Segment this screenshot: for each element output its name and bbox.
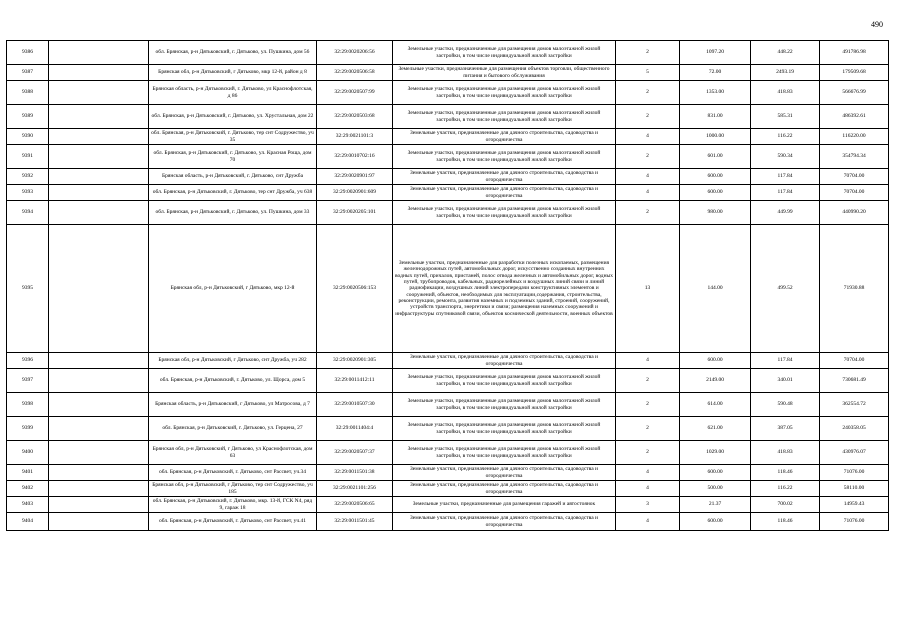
empty-cell	[49, 169, 149, 185]
cadastral-value-cell: 71930.88	[820, 225, 889, 353]
land-use-cell: Земельные участки, предназначенные для размещения гаражей и автостоянок	[393, 497, 616, 513]
table-row	[7, 145, 889, 169]
address-cell: обл. Брянская, р-н Дятьковский, г. Дятьково, снт Рассвет, уч.34	[149, 465, 317, 481]
land-use-cell: Земельные участки, предназначенные для размещения домов малоэтажной жилой застройки, в том числе индивидуальной жилой застройки	[393, 441, 616, 465]
land-use-cell: Земельные участки, предназначенные для дачного строительства, садоводства и огородничества	[393, 129, 616, 145]
group-code-cell: 2	[616, 105, 680, 129]
empty-cell	[49, 513, 149, 531]
land-use-cell: Земельные участки, предназначенные для дачного строительства, садоводства и огородничества	[393, 481, 616, 497]
group-code-cell: 4	[616, 169, 680, 185]
empty-cell	[49, 497, 149, 513]
area-cell: 72.00	[680, 65, 751, 81]
empty-cell	[49, 81, 149, 105]
cadastral-number-cell: 32:29:0020507:99	[317, 81, 393, 105]
address-cell: обл. Брянская, р-н Дятьковский, г. Дятьково, ул. Красная Роща, дом 70	[149, 145, 317, 169]
table-row	[7, 441, 889, 465]
area-cell: 600.00	[680, 465, 751, 481]
land-use-cell: Земельные участки, предназначенные для размещения домов малоэтажной жилой застройки, в том числе индивидуальной жилой застройки	[393, 369, 616, 393]
address-cell: обл. Брянская, р-н Дятьковский, г. Дятьково, ул. Щорса, дом 5	[149, 369, 317, 393]
row-number: 9389	[7, 105, 49, 129]
row-number: 9386	[7, 41, 49, 65]
specific-value-cell: 590.48	[751, 393, 820, 417]
area-cell: 2149.00	[680, 369, 751, 393]
row-number: 9393	[7, 185, 49, 201]
specific-value-cell: 116.22	[751, 129, 820, 145]
area-cell: 601.00	[680, 145, 751, 169]
group-code-cell: 4	[616, 185, 680, 201]
group-code-cell: 2	[616, 417, 680, 441]
cadastral-value-cell: 71076.00	[820, 513, 889, 531]
land-use-cell: Земельные участки, предназначенные для разработки полезных ископаемых, размещения железнодорожных путей, автомобильных дорог, искусственно созданных внутренних водных путей, причалов, пристаней, полос отвода железных и автомобильных дорог, водных путей, трубопроводов, кабельных, радиорелейных и воздушных линий связи и линий радиофикации, воздушных линий электропередачи конструктивных элементов и сооружений, объектов, необходимых для эксплуатации,содержания, строительства, реконструкции, ремонта, развития наземных и подземных зданий, строений, сооружений, устройств транспорта, энергетики и связи; размещения наземных сооружений и инфраструктуры спутниковой связи, объектов космической деятельности, военных объектов	[393, 225, 616, 353]
area-cell: 500.00	[680, 481, 751, 497]
specific-value-cell: 448.22	[751, 41, 820, 65]
table-row	[7, 393, 889, 417]
specific-value-cell: 117.84	[751, 185, 820, 201]
cadastral-value-cell: 70704.00	[820, 169, 889, 185]
empty-cell	[49, 185, 149, 201]
cadastral-value-cell: 362554.72	[820, 393, 889, 417]
group-code-cell: 2	[616, 393, 680, 417]
empty-cell	[49, 441, 149, 465]
area-cell: 621.00	[680, 417, 751, 441]
group-code-cell: 4	[616, 481, 680, 497]
cadastral-value-cell: 730681.49	[820, 369, 889, 393]
group-code-cell: 2	[616, 201, 680, 225]
row-number: 9396	[7, 353, 49, 369]
area-cell: 614.00	[680, 393, 751, 417]
address-cell: Брянская область, р-н Дятьковский, г. Дятьково, ул Краснофлотская, д 86	[149, 81, 317, 105]
address-cell: обл. Брянская, р-н Дятьковский, г. Дятьково, тер снт Дружба, уч 638	[149, 185, 317, 201]
land-use-cell: Земельные участки, предназначенные для дачного строительства, садоводства и огородничества	[393, 185, 616, 201]
empty-cell	[49, 353, 149, 369]
table-row	[7, 497, 889, 513]
cadastral-number-cell: 32:29:0011404:4	[317, 417, 393, 441]
row-number: 9398	[7, 393, 49, 417]
land-use-cell: Земельные участки, предназначенные для размещения домов малоэтажной жилой застройки, в том числе индивидуальной жилой застройки	[393, 417, 616, 441]
specific-value-cell: 700.02	[751, 497, 820, 513]
specific-value-cell: 449.99	[751, 201, 820, 225]
cadastral-number-cell: 32:29:0020901:609	[317, 185, 393, 201]
address-cell: Брянская обл, р-н Дятьковский, г Дятьково, снт Дружба, уч 282	[149, 353, 317, 369]
cadastral-number-cell: 32:29:0020506:58	[317, 65, 393, 81]
table-row	[7, 41, 889, 65]
group-code-cell: 3	[616, 497, 680, 513]
cadastral-value-cell: 70704.00	[820, 353, 889, 369]
row-number: 9395	[7, 225, 49, 353]
group-code-cell: 4	[616, 353, 680, 369]
cadastral-number-cell: 32:29:0011501:38	[317, 465, 393, 481]
cadastral-value-cell: 71076.00	[820, 465, 889, 481]
address-cell: Брянская область, р-н Дятьковский, г. Дятьково, снт Дружба	[149, 169, 317, 185]
address-cell: обл. Брянская, р-н Дятьковский, г. Дятьково, ул. Пушкина, дом 33	[149, 201, 317, 225]
area-cell: 600.00	[680, 169, 751, 185]
row-number: 9402	[7, 481, 49, 497]
specific-value-cell: 117.84	[751, 169, 820, 185]
cadastral-number-cell: 32:29:0011501:45	[317, 513, 393, 531]
address-cell: обл. Брянская, р-н Дятьковский, г. Дятьково, тер снт Содружество, уч 35	[149, 129, 317, 145]
specific-value-cell: 387.05	[751, 417, 820, 441]
area-cell: 831.00	[680, 105, 751, 129]
specific-value-cell: 418.83	[751, 441, 820, 465]
row-number: 9392	[7, 169, 49, 185]
address-cell: обл. Брянская, р-н Дятьковский, г. Дятьково, мкр. 13-й, ГСК N4, ряд 9, гараж 18	[149, 497, 317, 513]
area-cell: 1097.20	[680, 41, 751, 65]
address-cell: Брянская обл, р-н Дятьковский, г Дятьково, мкр 12-й	[149, 225, 317, 353]
empty-cell	[49, 225, 149, 353]
empty-cell	[49, 65, 149, 81]
cadastral-number-cell: 32:29:0020901:305	[317, 353, 393, 369]
cadastral-number-cell: 32:29:0020507:37	[317, 441, 393, 465]
empty-cell	[49, 465, 149, 481]
table-row	[7, 105, 889, 129]
empty-cell	[49, 41, 149, 65]
land-use-cell: Земельные участки, предназначенные для дачного строительства, садоводства и огородничества	[393, 169, 616, 185]
cadastral-value-cell: 58110.00	[820, 481, 889, 497]
table-row	[7, 353, 889, 369]
group-code-cell: 2	[616, 145, 680, 169]
table-row	[7, 81, 889, 105]
area-cell: 600.00	[680, 513, 751, 531]
land-use-cell: Земельные участки, предназначенные для размещения домов малоэтажной жилой застройки, в том числе индивидуальной жилой застройки	[393, 201, 616, 225]
land-use-cell: Земельные участки, предназначенные для размещения объектов торговли, общественного питания и бытового обслуживания	[393, 65, 616, 81]
address-cell: Брянская обл, р-н Дятьковский, г Дятьково, тер снт Содружество, уч 185	[149, 481, 317, 497]
address-cell: обл. Брянская, р-н Дятьковский, г. Дятьково, ул. Герцена, 27	[149, 417, 317, 441]
table-row	[7, 225, 889, 353]
cadastral-value-cell: 354794.34	[820, 145, 889, 169]
row-number: 9403	[7, 497, 49, 513]
land-use-cell: Земельные участки, предназначенные для размещения домов малоэтажной жилой застройки, в том числе индивидуальной жилой застройки	[393, 393, 616, 417]
specific-value-cell: 2493.19	[751, 65, 820, 81]
table-row	[7, 65, 889, 81]
cadastral-number-cell: 32:29:0020506:65	[317, 497, 393, 513]
table-row	[7, 369, 889, 393]
group-code-cell: 4	[616, 129, 680, 145]
cadastral-value-cell: 440990.20	[820, 201, 889, 225]
row-number: 9399	[7, 417, 49, 441]
cadastral-value-cell: 116220.00	[820, 129, 889, 145]
specific-value-cell: 585.31	[751, 105, 820, 129]
cadastral-number-cell: 32:29:0020205:101	[317, 201, 393, 225]
page-number: 490	[871, 20, 883, 29]
group-code-cell: 2	[616, 441, 680, 465]
land-use-cell: Земельные участки, предназначенные для размещения домов малоэтажной жилой застройки, в том числе индивидуальной жилой застройки	[393, 81, 616, 105]
area-cell: 1029.00	[680, 441, 751, 465]
address-cell: обл. Брянская, р-н Дятьковский, г. Дятьково, ул. Хрустальная, дом 22	[149, 105, 317, 129]
specific-value-cell: 118.46	[751, 513, 820, 531]
cadastral-number-cell: 32:29:0020901:97	[317, 169, 393, 185]
empty-cell	[49, 481, 149, 497]
group-code-cell: 2	[616, 369, 680, 393]
row-number: 9391	[7, 145, 49, 169]
area-cell: 600.00	[680, 353, 751, 369]
cadastral-number-cell: 32:29:0010507:30	[317, 393, 393, 417]
cadastral-number-cell: 32:29:0020206:56	[317, 41, 393, 65]
specific-value-cell: 118.46	[751, 465, 820, 481]
address-cell: обл. Брянская, р-н Дятьковский, г. Дятьково, ул. Пушкина, дом 56	[149, 41, 317, 65]
land-registry-table	[6, 40, 889, 531]
cadastral-value-cell: 70704.00	[820, 185, 889, 201]
cadastral-value-cell: 430976.07	[820, 441, 889, 465]
address-cell: Брянская обл, р-н Дятьковский, г Дятьково, ул Краснофлотская, дом 63	[149, 441, 317, 465]
area-cell: 980.00	[680, 201, 751, 225]
address-cell: обл. Брянская, р-н Дятьковский, г. Дятьково, снт Рассвет, уч.41	[149, 513, 317, 531]
group-code-cell: 13	[616, 225, 680, 353]
empty-cell	[49, 201, 149, 225]
land-use-cell: Земельные участки, предназначенные для размещения домов малоэтажной жилой застройки, в том числе индивидуальной жилой застройки	[393, 145, 616, 169]
table-row	[7, 465, 889, 481]
land-use-cell: Земельные участки, предназначенные для размещения домов малоэтажной жилой застройки, в том числе индивидуальной жилой застройки	[393, 41, 616, 65]
area-cell: 600.00	[680, 185, 751, 201]
empty-cell	[49, 393, 149, 417]
cadastral-number-cell: 32:29:0020503:68	[317, 105, 393, 129]
table-row	[7, 513, 889, 531]
area-cell: 1353.00	[680, 81, 751, 105]
group-code-cell: 4	[616, 513, 680, 531]
cadastral-number-cell: 32:29:0021101:256	[317, 481, 393, 497]
group-code-cell: 2	[616, 81, 680, 105]
empty-cell	[49, 369, 149, 393]
row-number: 9400	[7, 441, 49, 465]
specific-value-cell: 340.01	[751, 369, 820, 393]
land-use-cell: Земельные участки, предназначенные для размещения домов малоэтажной жилой застройки, в том числе индивидуальной жилой застройки	[393, 105, 616, 129]
empty-cell	[49, 417, 149, 441]
row-number: 9387	[7, 65, 49, 81]
table-row	[7, 129, 889, 145]
table-row	[7, 481, 889, 497]
row-number: 9390	[7, 129, 49, 145]
address-cell: Брянская обл, р-н Дятьковский, г Дятьково, мкр 12-й, район д 8	[149, 65, 317, 81]
cadastral-number-cell: 32:29:0020506:153	[317, 225, 393, 353]
cadastral-value-cell: 491786.98	[820, 41, 889, 65]
specific-value-cell: 117.84	[751, 353, 820, 369]
cadastral-number-cell: 32:29:0021101:3	[317, 129, 393, 145]
group-code-cell: 5	[616, 65, 680, 81]
table-row	[7, 169, 889, 185]
table-row	[7, 417, 889, 441]
row-number: 9397	[7, 369, 49, 393]
cadastral-number-cell: 32:29:0010702:16	[317, 145, 393, 169]
row-number: 9394	[7, 201, 49, 225]
land-use-cell: Земельные участки, предназначенные для дачного строительства, садоводства и огородничества	[393, 465, 616, 481]
specific-value-cell: 418.83	[751, 81, 820, 105]
row-number: 9388	[7, 81, 49, 105]
specific-value-cell: 499.52	[751, 225, 820, 353]
group-code-cell: 4	[616, 465, 680, 481]
area-cell: 1000.00	[680, 129, 751, 145]
cadastral-value-cell: 240358.05	[820, 417, 889, 441]
row-number: 9401	[7, 465, 49, 481]
specific-value-cell: 590.34	[751, 145, 820, 169]
empty-cell	[49, 105, 149, 129]
cadastral-number-cell: 32:29:0011412:11	[317, 369, 393, 393]
land-use-cell: Земельные участки, предназначенные для дачного строительства, садоводства и огородничества	[393, 513, 616, 531]
cadastral-value-cell: 566676.99	[820, 81, 889, 105]
area-cell: 144.00	[680, 225, 751, 353]
empty-cell	[49, 129, 149, 145]
cadastral-value-cell: 14959.43	[820, 497, 889, 513]
row-number: 9404	[7, 513, 49, 531]
land-use-cell: Земельные участки, предназначенные для дачного строительства, садоводства и огородничества	[393, 353, 616, 369]
area-cell: 21.37	[680, 497, 751, 513]
cadastral-value-cell: 179509.68	[820, 65, 889, 81]
cadastral-value-cell: 486392.61	[820, 105, 889, 129]
specific-value-cell: 116.22	[751, 481, 820, 497]
empty-cell	[49, 145, 149, 169]
group-code-cell: 2	[616, 41, 680, 65]
table-row	[7, 201, 889, 225]
address-cell: Брянская область, р-н Дятьковский, г Дятьково, ул Матросова, д 7	[149, 393, 317, 417]
table-row	[7, 185, 889, 201]
